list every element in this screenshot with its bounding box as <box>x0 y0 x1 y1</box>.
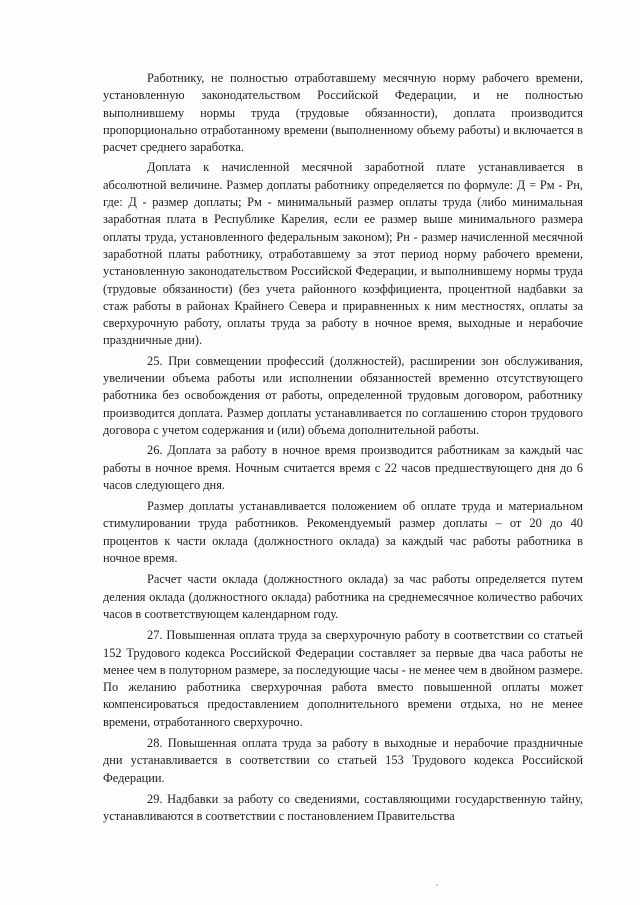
paragraph-night-rate: Размер доплаты устанавливается положением об оплате труда и материальном стимулировании труда работников. Рекомендуемый размер доплаты – от 20 до 40 процентов к части оклада (должностного оклада) за каждый час работы работника в ночное время. <box>103 499 583 566</box>
paragraph-item-28: 28. Повышенная оплата труда за работу в выходные и нерабочие праздничные дни устанавливается в соответствии со статьей 153 Трудового кодекса Российской Федерации. <box>103 735 583 785</box>
paragraph-doplata-formula: Доплата к начисленной месячной заработной плате устанавливается в абсолютной величине. Размер доплаты работнику определяется по формуле: Д = Рм - Рн, где: Д - размер доплаты; Рм - минимальный размер оплаты труда (либо минимальная заработная плата в Республике Карелия, если ее размер выше минимального размера оплаты труда, установленного федеральным законом); Рн - размер начисленной месячной заработной платы работнику, отработавшему за этот период норму рабочего времени, установленную законодательством Российской Федерации, и выполнившему нормы труда (трудовые обязанности) (без учета районного коэффициента, процентной надбавки за стаж работы в районах Крайнего Севера и приравненных к ним местностях, оплаты за сверхурочную работу, оплаты труда за работу в ночное время, выходные и нерабочие праздничные дни). <box>103 160 583 348</box>
paragraph-item-25: 25. При совмещении профессий (должностей), расширении зон обслуживания, увеличении объема работы или исполнении обязанностей временно отсутствующего работника без освобождения от работы, определенной трудовым договором, работнику производится доплата. Размер доплаты устанавливается по соглашению сторон трудового договора с учетом содержания и (или) объема дополнительной работы. <box>103 353 583 437</box>
document-body <box>103 70 583 825</box>
paragraph-partial-work-doplata: Работнику, не полностью отработавшему месячную норму рабочего времени, установленную законодательством Российской Федерации, и не полностью выполнившему нормы труда (трудовые обязанности), доплата производится пропорционально отработанному времени (выполненному объему работы) и включается в расчет среднего заработка. <box>103 71 583 155</box>
paragraph-item-27: 27. Повышенная оплата труда за сверхурочную работу в соответствии со статьей 152 Трудового кодекса Российской Федерации составляет за первые два часа работы не менее чем в полуторном размере, за последующие часы - не менее чем в двойном размере. По желанию работника сверхурочная работа вместо повышенной оплаты может компенсироваться предоставлением дополнительного времени отдыха, но не менее времени, отработанного сверхурочно. <box>103 628 583 729</box>
paragraph-hourly-calculation: Расчет части оклада (должностного оклада) за час работы определяется путем деления оклада (должностного оклада) работника на среднемесячное количество рабочих часов в соответствующем календарном году. <box>103 572 583 621</box>
paragraph-item-26: 26. Доплата за работу в ночное время производится работникам за каждый час работы в ночное время. Ночным считается время с 22 часов предшествующего дня до 6 часов следующего дня. <box>103 443 583 492</box>
scan-speck <box>436 884 438 886</box>
paragraph-item-29: 29. Надбавки за работу со сведениями, составляющими государственную тайну, устанавливаются в соответствии с постановлением Правительства <box>103 791 583 824</box>
